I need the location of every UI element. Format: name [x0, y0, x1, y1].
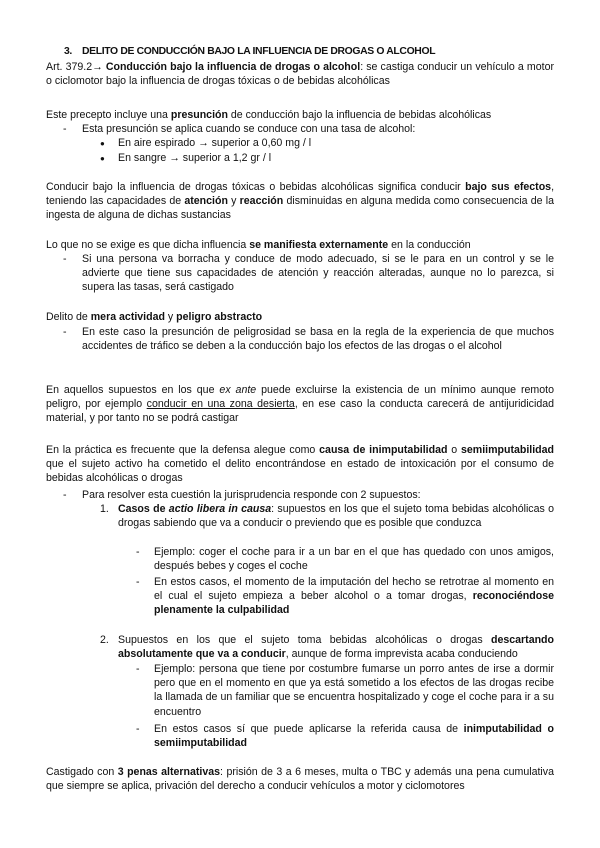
delito-paragraph: Delito de mera actividad y peligro abstracto: [46, 311, 263, 323]
bullet-icon: ●: [100, 139, 105, 148]
list-item: Para resolver esta cuestión la jurisprudencia responde con 2 supuestos:: [82, 489, 421, 501]
list-number: 1.: [100, 503, 109, 515]
manifiesta-paragraph: Lo que no se exige es que dicha influencia se manifiesta externamente en la conducción: [46, 239, 471, 251]
list-number: 2.: [100, 634, 109, 646]
art-paragraph: Art. 379.2→ Conducción bajo la influencia de drogas o alcohol: se castiga conducir un vehículo a motor o ciclomotor bajo la influencia de drogas tóxicas o de bebidas alcohólicas: [46, 61, 554, 88]
exante-paragraph: En aquellos supuestos en los que ex ante puede excluirse la existencia de un mínimo aunque remoto peligro, por ejemplo conducir en una zona desierta, en ese caso la conducta carecerá de antijuridicidad material, y por tanto no se podrá castigar: [46, 384, 554, 425]
supuesto-2: Supuestos en los que el sujeto toma bebidas alcohólicas o drogas descartando absolutamente que va a conducir, aunque de forma imprevista acaba conduciendo: [118, 634, 554, 661]
dash-marker: -: [63, 253, 67, 265]
list-item: Si una persona va borracha y conduce de modo adecuado, si se le para en un control y se le advierte que tiene sus capacidades de atención y reacción alteradas, aunque no lo parezca, si supera las tasas, será castigado: [82, 253, 554, 294]
supuesto-1-ejemplo: Ejemplo: coger el coche para ir a un bar en el que has quedado con unos amigos, después bebes y coges el coche: [154, 546, 554, 573]
castigado-paragraph: Castigado con 3 penas alternativas: prisión de 3 a 6 meses, multa o TBC y además una pena cumulativa que siempre se aplica, privación del derecho a conducir vehículos a motor y ciclomotores: [46, 766, 554, 793]
conducir-paragraph: Conducir bajo la influencia de drogas tóxicas o bebidas alcohólicas significa conducir bajo sus efectos, teniendo las capacidades de atención y reacción disminuidas en alguna medida como consecuencia de la ingesta de alguna de dichas sustancias: [46, 181, 555, 222]
practica-paragraph: En la práctica es frecuente que la defensa alegue como causa de inimputabilidad o semiimputabilidad que el sujeto activo ha cometido el delito encontrándose en estado de intoxicación por el consumo de bebidas alcohólicas o drogas: [46, 444, 555, 485]
dash-marker: -: [136, 723, 140, 735]
dash-marker: -: [63, 326, 67, 338]
presuncion-paragraph: Este precepto incluye una presunción de conducción bajo la influencia de bebidas alcohólicas: [46, 109, 492, 121]
dash-marker: -: [136, 576, 140, 588]
bullet-item-aire: En aire espirado → superior a 0,60 mg / l: [118, 137, 312, 149]
dash-marker: -: [63, 489, 67, 501]
dash-marker: -: [63, 123, 67, 135]
supuesto-1: Casos de actio libera in causa: supuestos en los que el sujeto toma bebidas alcohólicas o drogas sabiendo que va a conducir o previendo que es posible que conduzca: [118, 503, 554, 530]
supuesto-2-consecuencia: En estos casos sí que puede aplicarse la referida causa de inimputabilidad o semiimputabilidad: [154, 723, 554, 750]
bullet-icon: ●: [100, 154, 105, 163]
section-title: 3. DELITO DE CONDUCCIÓN BAJO LA INFLUENCIA DE DROGAS O ALCOHOL: [64, 46, 436, 57]
dash-marker: -: [136, 546, 140, 558]
dash-marker: -: [136, 663, 140, 675]
list-item: En este caso la presunción de peligrosidad se basa en la regla de la experiencia de que muchos accidentes de tráfico se deben a la conducción bajo los efectos de las drogas o el alcohol: [82, 326, 554, 353]
bullet-item-sangre: En sangre → superior a 1,2 gr / l: [118, 152, 272, 164]
list-item: Esta presunción se aplica cuando se conduce con una tasa de alcohol:: [82, 123, 416, 135]
supuesto-1-consecuencia: En estos casos, el momento de la imputación del hecho se retrotrae al momento en el cual el sujeto empieza a beber alcohol o a tomar drogas, reconociéndose plenamente la culpabilidad: [154, 576, 554, 617]
supuesto-2-ejemplo: Ejemplo: persona que tiene por costumbre fumarse un porro antes de irse a dormir pero que en el momento en que ya está sometido a los efectos de las drogas recibe la llamada de un familiar que se encuentra hospitalizado y coge el coche para ir a su encuentro: [154, 663, 554, 718]
